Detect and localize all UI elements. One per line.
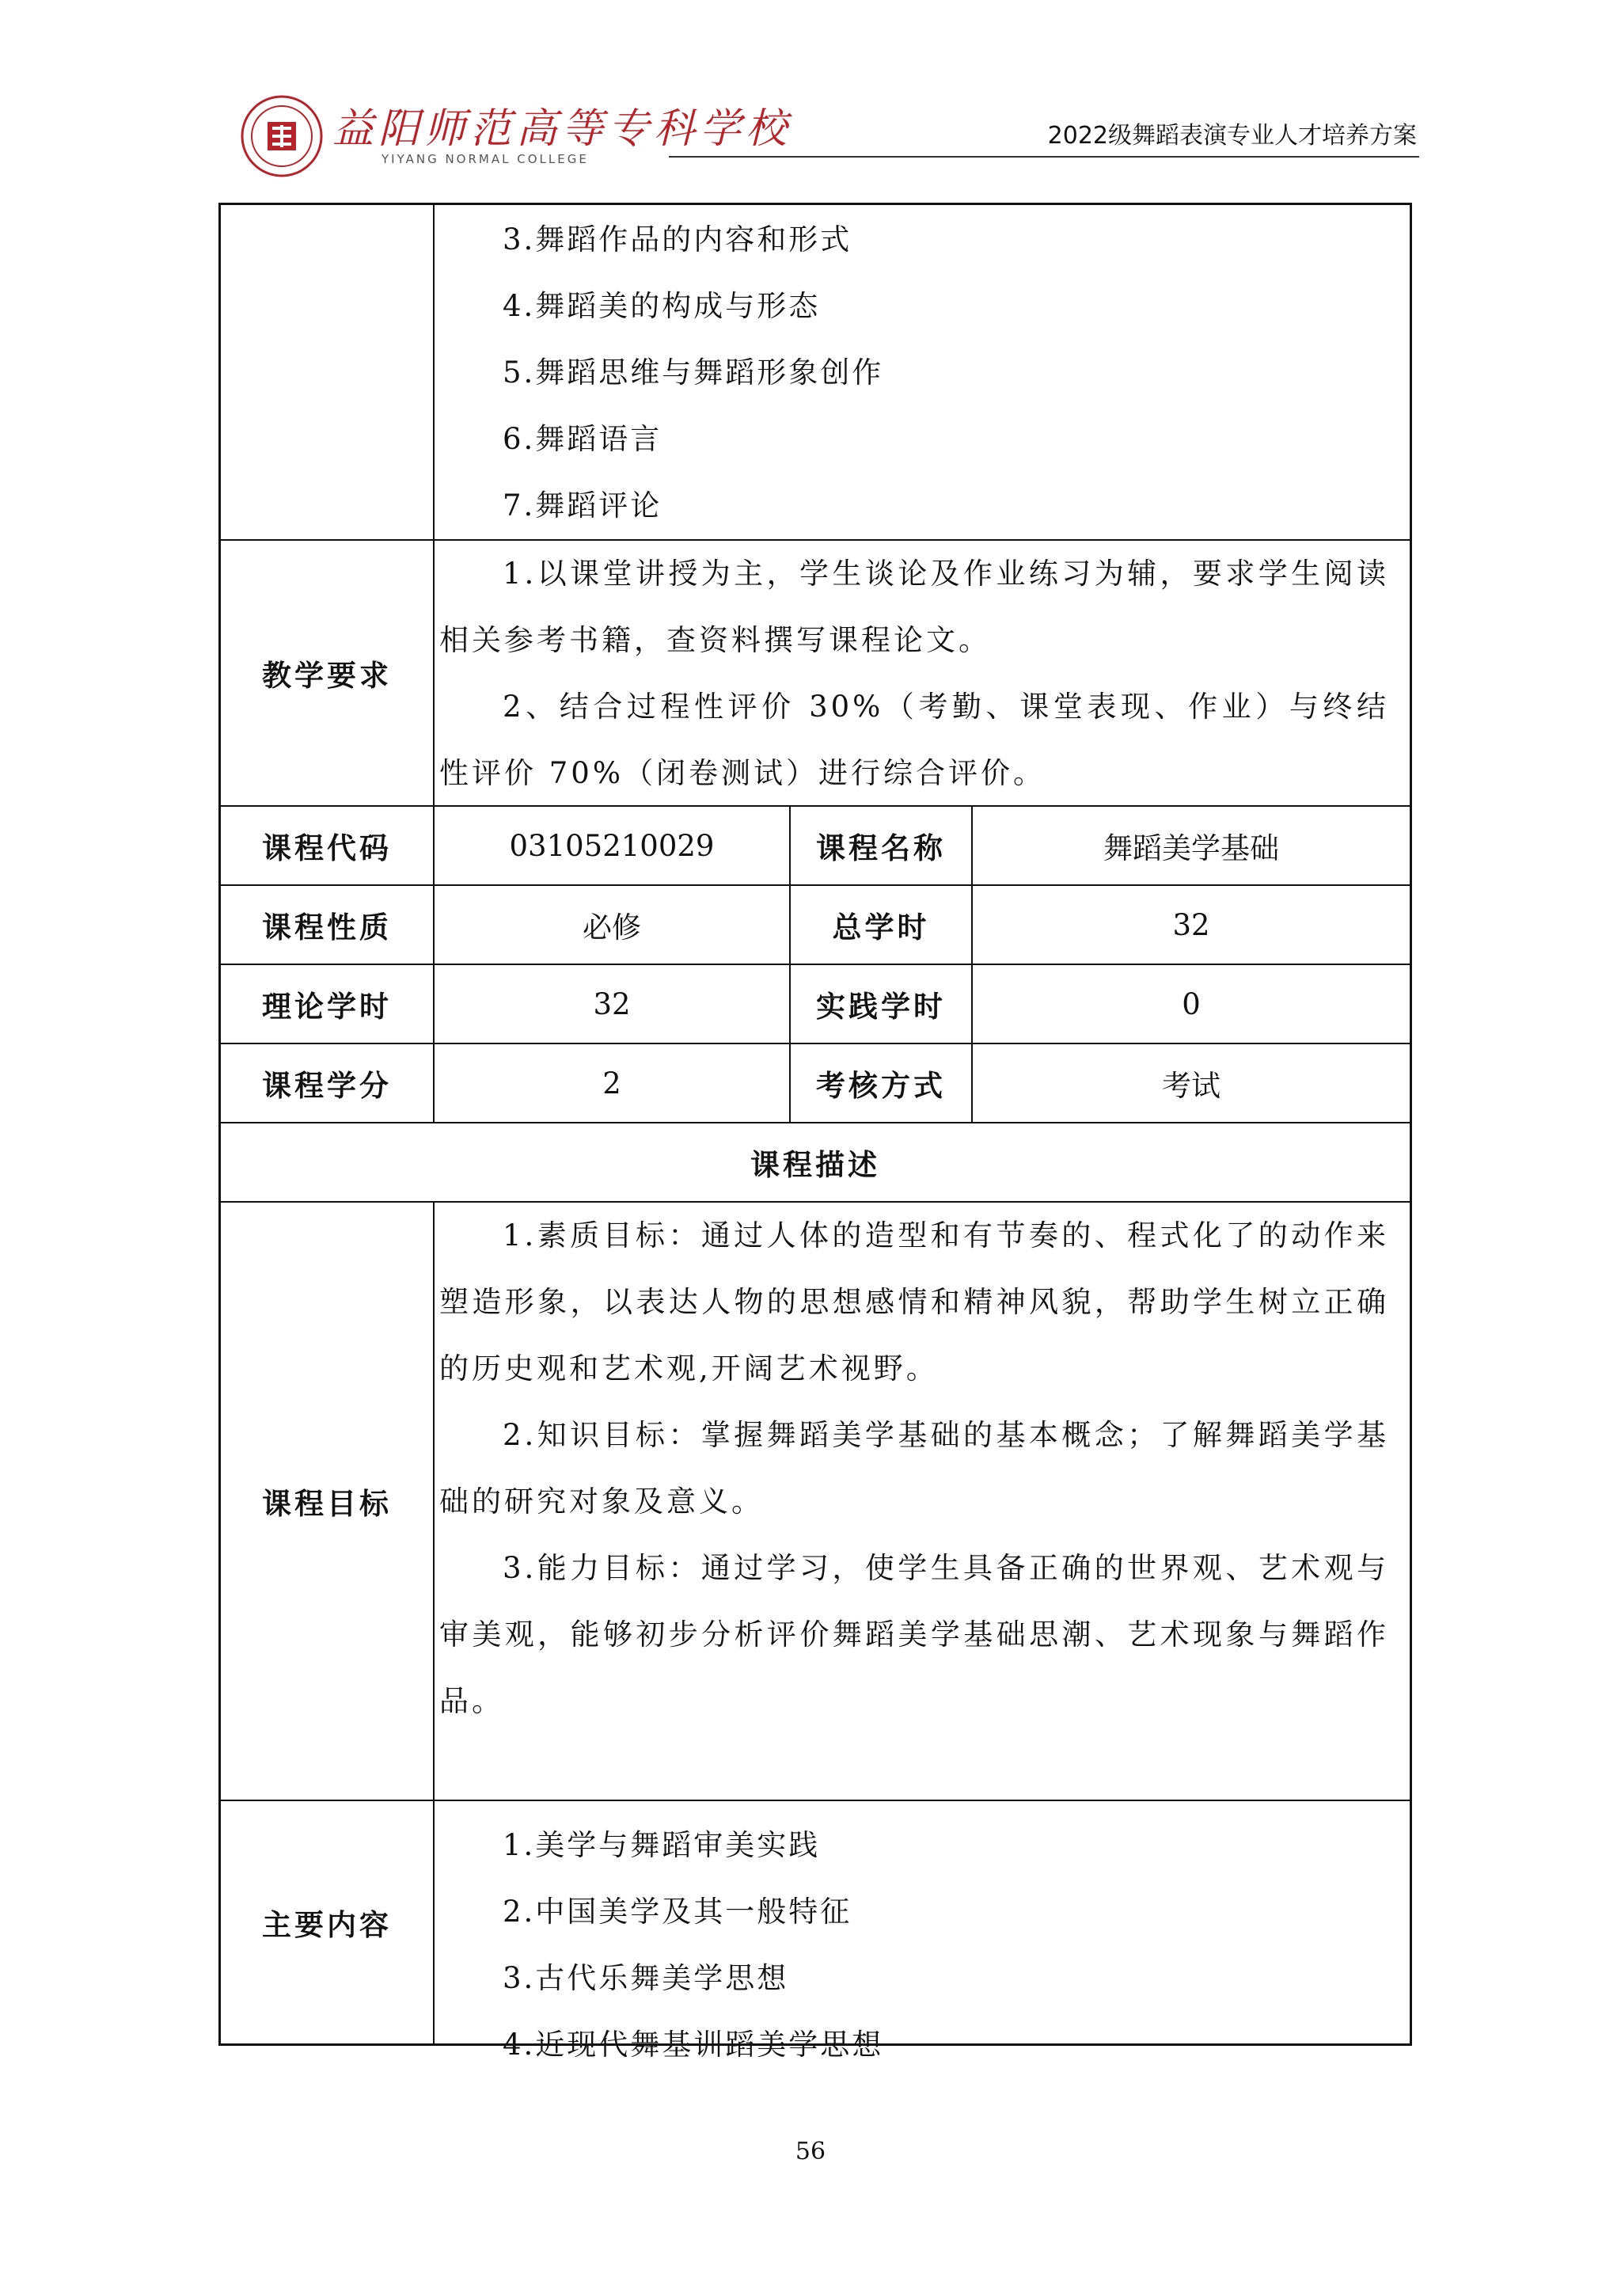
course-objectives-label: 课程目标 xyxy=(221,1203,435,1800)
list-item: 4.舞蹈美的构成与形态 xyxy=(503,289,821,323)
page-header xyxy=(0,0,1621,166)
teaching-requirements-label: 教学要求 xyxy=(221,541,435,805)
teaching-requirements-row xyxy=(221,541,1410,807)
list-item: 4.近现代舞基训蹈美学思想 xyxy=(503,2028,884,2062)
course-objectives-row xyxy=(221,1203,1410,1801)
course-code-value: 03105210029 xyxy=(435,807,791,884)
paragraph: 2、结合过程性评价 30%（考勤、课堂表现、作业）与终结性评价 70%（闭卷测试）进行综合评价。 xyxy=(439,690,1389,790)
credits-value: 2 xyxy=(435,1044,791,1122)
course-objectives-cell xyxy=(435,1203,1410,1800)
info-row-theory-hours xyxy=(221,965,1410,1044)
course-name-label: 课程名称 xyxy=(791,807,973,884)
course-code-label: 课程代码 xyxy=(221,807,435,884)
info-row-course-code xyxy=(221,807,1410,886)
continued-content-row xyxy=(221,205,1410,541)
list-item: 2.中国美学及其一般特征 xyxy=(503,1895,852,1929)
assessment-method-value: 考试 xyxy=(1162,1069,1220,1103)
teaching-requirements-cell xyxy=(435,541,1410,805)
practice-hours-label: 实践学时 xyxy=(791,965,973,1043)
header-divider xyxy=(669,156,1419,158)
list-item: 3.古代乐舞美学思想 xyxy=(503,1961,789,1995)
college-name-en: YIYANG NORMAL COLLEGE xyxy=(382,152,589,166)
course-description-header-row xyxy=(221,1123,1410,1203)
paragraph: 1.以课堂讲授为主，学生谈论及作业练习为辅，要求学生阅读相关参考书籍，查资料撰写课程论文。 xyxy=(439,557,1389,657)
paragraph: 1.素质目标：通过人体的造型和有节奏的、程式化了的动作来塑造形象，以表达人物的思想感情和精神风貌，帮助学生树立正确的历史观和艺术观,开阔艺术视野。 xyxy=(439,1218,1389,1386)
total-hours-label: 总学时 xyxy=(791,886,973,964)
course-type-label: 课程性质 xyxy=(221,886,435,964)
assessment-method-label: 考核方式 xyxy=(791,1044,973,1122)
total-hours-value: 32 xyxy=(1172,907,1210,942)
main-content-row xyxy=(221,1801,1410,2062)
page-number: 56 xyxy=(795,2138,826,2165)
paragraph: 3.能力目标：通过学习，使学生具备正确的世界观、艺术观与审美观，能够初步分析评价舞蹈美学基础思潮、艺术现象与舞蹈作品。 xyxy=(439,1551,1389,1718)
list-item: 1.美学与舞蹈审美实践 xyxy=(503,1828,821,1862)
list-item: 7.舞蹈评论 xyxy=(503,488,662,523)
main-content-cell xyxy=(435,1801,1410,2062)
course-info-table xyxy=(218,203,1412,2062)
info-row-course-type xyxy=(221,886,1410,965)
college-name-logo xyxy=(332,105,792,168)
empty-label-cell xyxy=(221,205,435,539)
continued-content-cell xyxy=(435,205,1410,539)
theory-hours-label: 理论学时 xyxy=(221,965,435,1043)
college-seal-logo xyxy=(239,93,325,179)
list-item: 6.舞蹈语言 xyxy=(503,422,662,456)
document-title: 2022级舞蹈表演专业人才培养方案 xyxy=(1047,122,1417,150)
list-item: 5.舞蹈思维与舞蹈形象创作 xyxy=(503,355,884,390)
course-type-value: 必修 xyxy=(435,886,791,964)
credits-label: 课程学分 xyxy=(221,1044,435,1122)
list-item: 3.舞蹈作品的内容和形式 xyxy=(503,222,852,257)
course-name-value: 舞蹈美学基础 xyxy=(1103,831,1279,865)
college-name-cn: 益阳师范高等专科学校 xyxy=(332,105,792,153)
main-content-label: 主要内容 xyxy=(221,1801,435,2043)
paragraph: 2.知识目标：掌握舞蹈美学基础的基本概念；了解舞蹈美学基础的研究对象及意义。 xyxy=(439,1418,1389,1519)
info-row-credits xyxy=(221,1044,1410,1123)
course-description-header: 课程描述 xyxy=(750,1148,880,1182)
theory-hours-value: 32 xyxy=(435,965,791,1043)
practice-hours-value: 0 xyxy=(1182,986,1201,1021)
